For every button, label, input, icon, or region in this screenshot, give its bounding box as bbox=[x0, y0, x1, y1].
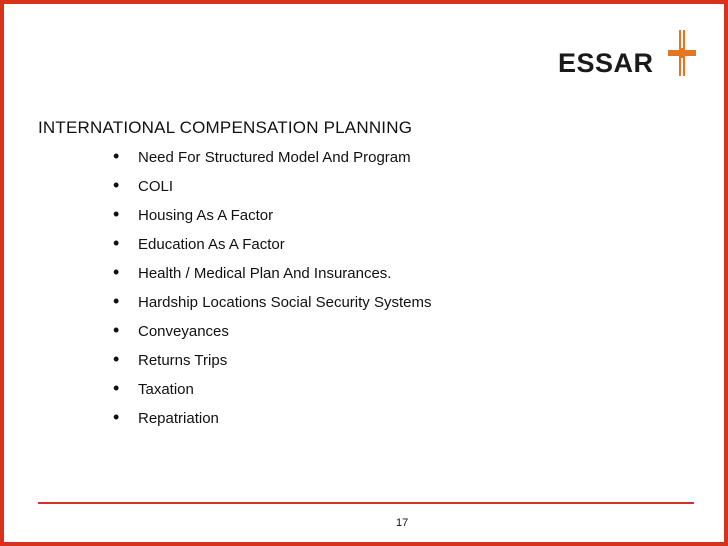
bullet-dot-icon: • bbox=[113, 320, 120, 340]
bullet-item bbox=[110, 380, 431, 409]
bullet-item bbox=[110, 148, 431, 177]
bullet-item bbox=[110, 351, 431, 380]
bullet-list bbox=[110, 148, 431, 438]
bullet-item bbox=[110, 293, 431, 322]
bullet-text: Education As A Factor bbox=[138, 236, 285, 253]
footer-divider bbox=[38, 502, 694, 504]
logo-wordmark: ESSAR bbox=[558, 48, 654, 78]
bullet-dot-icon: • bbox=[113, 407, 120, 427]
bullet-dot-icon: • bbox=[113, 204, 120, 224]
bullet-dot-icon: • bbox=[113, 349, 120, 369]
bullet-text: COLI bbox=[138, 178, 174, 195]
bullet-text: Returns Trips bbox=[138, 352, 228, 369]
bullet-dot-icon: • bbox=[113, 233, 120, 253]
bullet-text: Conveyances bbox=[138, 323, 229, 340]
bullet-text: Repatriation bbox=[138, 410, 219, 427]
bullet-item bbox=[110, 322, 431, 351]
bullet-text: Need For Structured Model And Program bbox=[138, 149, 411, 166]
bullet-item bbox=[110, 235, 431, 264]
bullet-text: Hardship Locations Social Security Systems bbox=[138, 294, 432, 311]
bullet-item bbox=[110, 206, 431, 235]
essar-logo bbox=[558, 28, 698, 78]
bullet-text: Taxation bbox=[138, 381, 194, 398]
bullet-text: Health / Medical Plan And Insurances. bbox=[138, 265, 392, 282]
bullet-dot-icon: • bbox=[113, 175, 120, 195]
bullet-item bbox=[110, 409, 431, 438]
bullet-dot-icon: • bbox=[113, 378, 120, 398]
page-number: 17 bbox=[396, 517, 409, 529]
essar-cross-icon bbox=[666, 28, 698, 78]
bullet-item bbox=[110, 177, 431, 206]
bullet-text: Housing As A Factor bbox=[138, 207, 274, 224]
bullet-dot-icon: • bbox=[113, 146, 120, 166]
bullet-dot-icon: • bbox=[113, 262, 120, 282]
bullet-item bbox=[110, 264, 431, 293]
slide-title: INTERNATIONAL COMPENSATION PLANNING bbox=[38, 118, 413, 137]
bullet-dot-icon: • bbox=[113, 291, 120, 311]
